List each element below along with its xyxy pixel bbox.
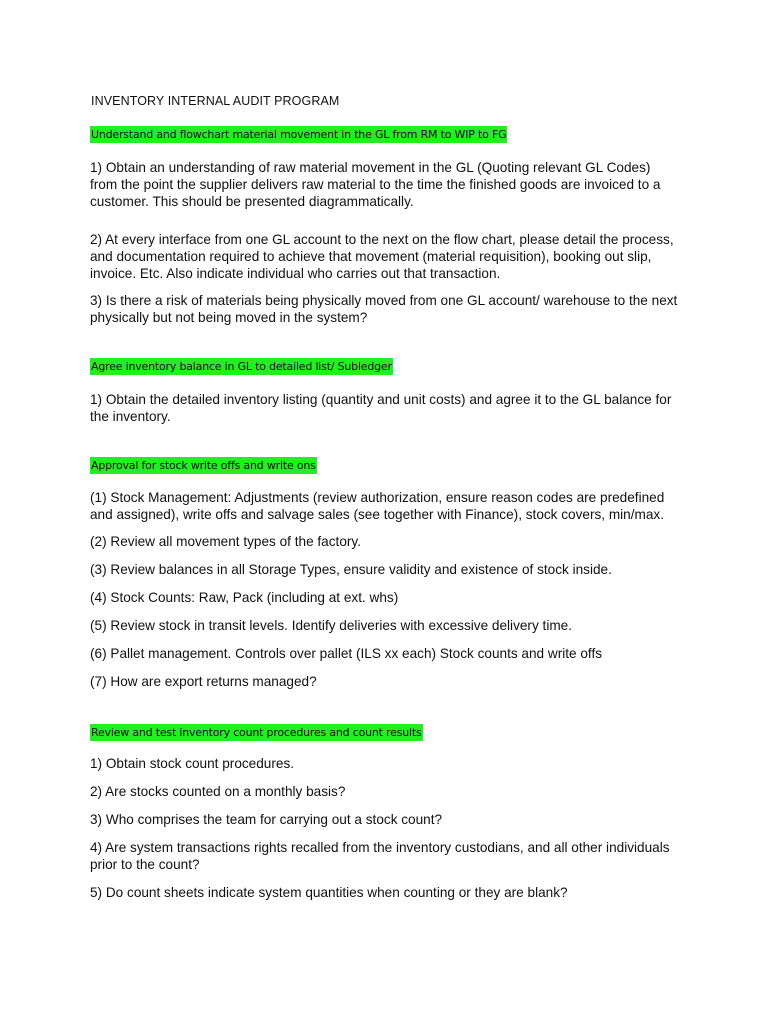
audit-step: 3) Who comprises the team for carrying out a stock count?: [90, 812, 443, 827]
audit-step: 1) Obtain an understanding of raw material movement in the GL (Quoting relevant GL Codes) from the point the supplier delivers raw material to the time the finished goods are invoiced to a customer. This should be presented diagrammatically.: [90, 160, 661, 209]
section-heading-inventory-balance: Agree inventory balance in GL to detailed list/ Subledger: [91, 360, 392, 373]
audit-step: (7) How are export returns managed?: [90, 674, 317, 689]
audit-step: (3) Review balances in all Storage Types, ensure validity and existence of stock inside.: [90, 562, 612, 577]
audit-step: 2) Are stocks counted on a monthly basis?: [90, 784, 346, 799]
document-title: INVENTORY INTERNAL AUDIT PROGRAM: [91, 94, 340, 108]
audit-step: (6) Pallet management. Controls over pallet (ILS xx each) Stock counts and write offs: [90, 646, 603, 661]
audit-step: 1) Obtain stock count procedures.: [90, 756, 295, 771]
audit-step: (5) Review stock in transit levels. Identify deliveries with excessive delivery time.: [90, 618, 572, 633]
section-heading-write-offs: Approval for stock write offs and write ons: [91, 459, 316, 472]
audit-step: (4) Stock Counts: Raw, Pack (including at ext. whs): [90, 590, 399, 605]
audit-step: (1) Stock Management: Adjustments (review authorization, ensure reason codes are predefined and assigned), write offs and salvage sales (see together with Finance), stock covers, min/max.: [90, 490, 665, 522]
audit-step: 3) Is there a risk of materials being physically moved from one GL account/ warehouse to the next physically but not being moved in the system?: [90, 293, 678, 325]
section-heading-count-procedures: Review and test inventory count procedures and count results: [91, 726, 422, 739]
audit-step: 1) Obtain the detailed inventory listing (quantity and unit costs) and agree it to the GL balance for the inventory.: [90, 392, 672, 424]
audit-step: 5) Do count sheets indicate system quantities when counting or they are blank?: [90, 885, 568, 900]
section-heading-flowchart: Understand and flowchart material movement in the GL from RM to WIP to FG: [91, 128, 507, 141]
audit-step: (2) Review all movement types of the factory.: [90, 534, 361, 549]
audit-step: 4) Are system transactions rights recalled from the inventory custodians, and all other individuals prior to the count?: [90, 840, 670, 872]
audit-step: 2) At every interface from one GL account to the next on the flow chart, please detail the process, and documentation required to achieve that movement (material requisition), booking out slip, invoice. Etc. Also indicate individual who carries out that transaction.: [90, 232, 674, 281]
